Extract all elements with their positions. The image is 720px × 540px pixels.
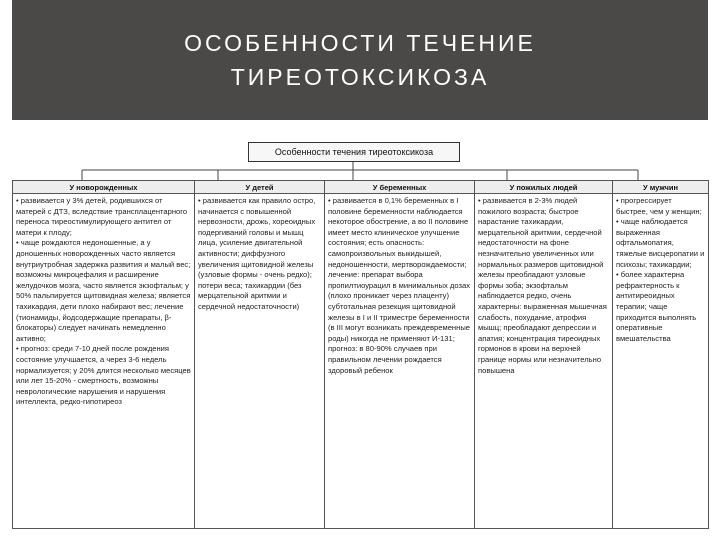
column-header-newborns: У новорожденных xyxy=(13,181,195,194)
title-band xyxy=(12,0,708,120)
column-header-elderly: У пожилых людей xyxy=(475,181,613,194)
men-paragraph-1: • прогрессирует быстрее, чем у женщин; xyxy=(616,196,702,216)
men-paragraph-2: • чаще наблюдается выраженная офтальмопатия, тяжелые висцеропатии и психозы; тахикардии; xyxy=(616,217,705,269)
diagram-image xyxy=(12,128,708,534)
children-paragraph-1: • развивается как правило остро, начинается с повышенной нервозности, дрожь, хореоидных подергиваний головы и мышц лица, усиление двигательной активности; диффузного увеличения щитовидной железы (узловые формы - очень редко); потери веса; тахикардии (без мерцательной аритмии и сердечной недостаточности) xyxy=(198,196,316,311)
cell-newborns xyxy=(13,194,195,529)
newborns-paragraph-1: • развивается у 3% детей, родившихся от матерей с ДТЗ, вследствие трансплацентарного переноса тиреостимулирующего антител от матери к плоду; xyxy=(16,196,188,237)
diagram-root-box: Особенности течения тиреотоксикоза xyxy=(248,142,460,162)
column-header-pregnant: У беременных xyxy=(325,181,475,194)
cell-children xyxy=(195,194,325,529)
newborns-paragraph-3: • прогноз: среди 7-10 дней после рождения состояние улучшается, а через 3-6 недель нормализуется; у 20% длится несколько месяцев или лет 15-20% - смертность, возможны неврологические нарушения и нарушения интеллекта, редко-гипотиреоз xyxy=(16,344,191,407)
table-header-row xyxy=(13,181,709,194)
men-paragraph-3: • более характерна рефрактерность к антитиреоидных терапии; чаще приходится выполнять оперативные вмешательства xyxy=(616,270,697,343)
elderly-paragraph-1: • развивается в 2-3% людей пожилого возраста; быстрое нарастание тахикардии, мерцательной аритмии, сердечной недостаточности на фоне незначительно увеличенных или нормальных размеров щитовидной железы преобладают узловые формы зоба; экзофтальм наблюдается редко, очень характерны: выраженная мышечная слабость, похудание, атрофия мышц; преобладают депрессии и апатия; концентрация тиреоидных гормонов в крови на верхней границе нормы или незначительно повышена xyxy=(478,196,607,375)
column-header-men: У мужчин xyxy=(613,181,709,194)
cell-pregnant xyxy=(325,194,475,529)
pregnant-paragraph-1: • развивается в 0,1% беременных в I половине беременности наблюдается некоторое обострение, а во II половине имеет место клиническое улучшение состояния; есть опасность: самопроизвольных выкидышей, недоношенности, мертворождаемости; лечение: препарат выбора пропилтиоурацил в минимальных дозах (плохо проникает через плаценту) субтотальная резекция щитовидной железы в I и II триместре беременности (в III могут возникать преждевременные роды) никогда не применяют И-131; прогноз: в 80-90% случаев при правильном лечении рождается здоровый ребенок xyxy=(328,196,471,375)
newborns-paragraph-2: • чаще рождаются недоношенные, а у доношенных новорожденных часто является внутриутробная задержка развития и малый вес; возможны микроцефалия и расширение желудочков мозга, часто является экзофтальм; у 50% пальпируется щитовидная железа; является тахикардия, дети плохо набирают вес; лечение (тионамиды, йодсодержащие препараты, β-блокаторы) следует начинать немедленно активно; xyxy=(16,238,191,343)
slide-title-line-1: ОСОБЕННОСТИ ТЕЧЕНИЕ xyxy=(184,30,536,56)
slide-title-line-2: ТИРЕОТОКСИКОЗА xyxy=(230,64,490,90)
cell-men xyxy=(613,194,709,529)
features-table xyxy=(12,180,709,529)
table-row xyxy=(13,194,709,529)
cell-elderly xyxy=(475,194,613,529)
column-header-children: У детей xyxy=(195,181,325,194)
